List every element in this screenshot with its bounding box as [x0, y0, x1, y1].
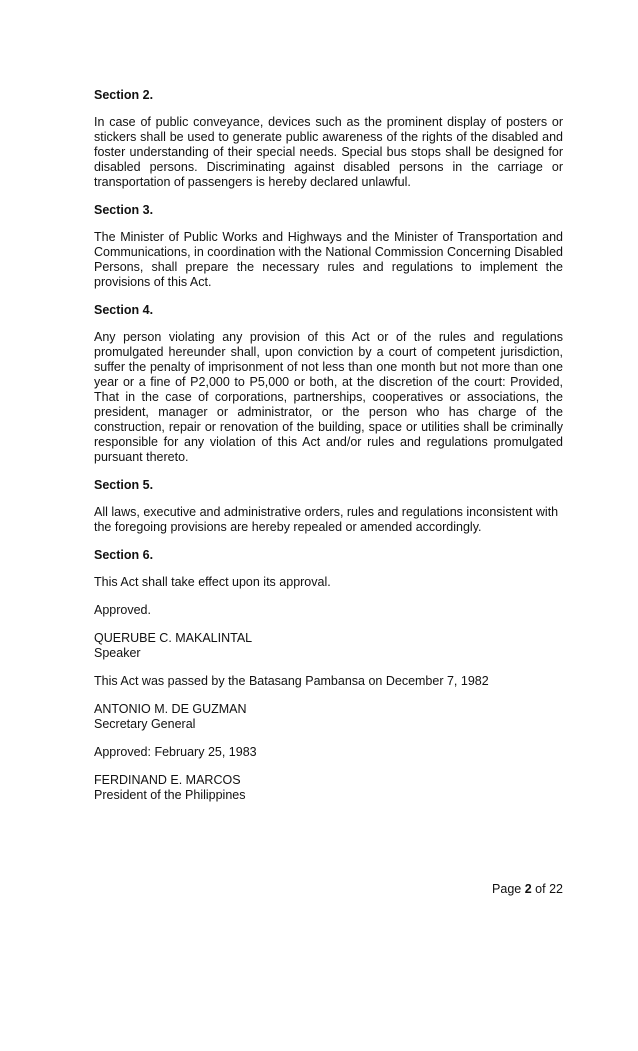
speaker-title: Speaker [94, 646, 141, 660]
section-4-text: Any person violating any provision of this Act or of the rules and regulations promulgated hereunder shall, upon conviction by a court of competent jurisdiction, suffer the penalty of imprisonment of not less than one month but not more than one year or a fine of P2,000 to P5,000 or both, at the discretion of the court: Provided, That in the case of corporations, partnerships, cooperatives or associations, the president, manager or administrator, or the person who has charge of the construction, repair or renovation of the building, space or utilities shall be criminally responsible for any violation of this Act and/or rules and regulations promulgated pursuant thereto. [94, 330, 563, 464]
president-signature-block [94, 773, 563, 803]
president-name: FERDINAND E. MARCOS [94, 773, 241, 787]
approved-date: Approved: February 25, 1983 [94, 745, 257, 759]
speaker-signature-block [94, 631, 563, 661]
approved-line: Approved. [94, 603, 151, 617]
secretary-title: Secretary General [94, 717, 196, 731]
page-separator: of [535, 882, 546, 896]
section-4-heading: Section 4. [94, 303, 154, 317]
section-3-heading: Section 3. [94, 203, 154, 217]
page-prefix: Page [492, 882, 522, 896]
section-2-text: In case of public conveyance, devices such as the prominent display of posters or stickers shall be used to generate public awareness of the rights of the disabled and foster understanding of their special needs. Special bus stops shall be designed for disabled persons. Discriminating against disabled persons in the carriage or transportation of passengers is hereby declared unlawful. [94, 115, 563, 189]
section-5-text: All laws, executive and administrative orders, rules and regulations inconsistent with the foregoing provisions are hereby repealed or amended accordingly. [94, 505, 559, 534]
page-number-footer [492, 882, 563, 896]
section-2-heading: Section 2. [94, 88, 154, 102]
page-current: 2 [524, 882, 532, 896]
secretary-signature-block [94, 702, 563, 732]
passed-statement: This Act was passed by the Batasang Pambansa on December 7, 1982 [94, 674, 489, 688]
section-6-heading: Section 6. [94, 548, 154, 562]
speaker-name: QUERUBE C. MAKALINTAL [94, 631, 253, 645]
document-body [94, 88, 563, 816]
section-6-text: This Act shall take effect upon its approval. [94, 575, 331, 589]
secretary-name: ANTONIO M. DE GUZMAN [94, 702, 247, 716]
page-total: 22 [549, 882, 563, 896]
president-title: President of the Philippines [94, 788, 246, 802]
section-3-text: The Minister of Public Works and Highways and the Minister of Transportation and Communications, in coordination with the National Commission Concerning Disabled Persons, shall prepare the necessary rules and regulations to implement the provisions of this Act. [94, 230, 563, 289]
section-5-heading: Section 5. [94, 478, 154, 492]
